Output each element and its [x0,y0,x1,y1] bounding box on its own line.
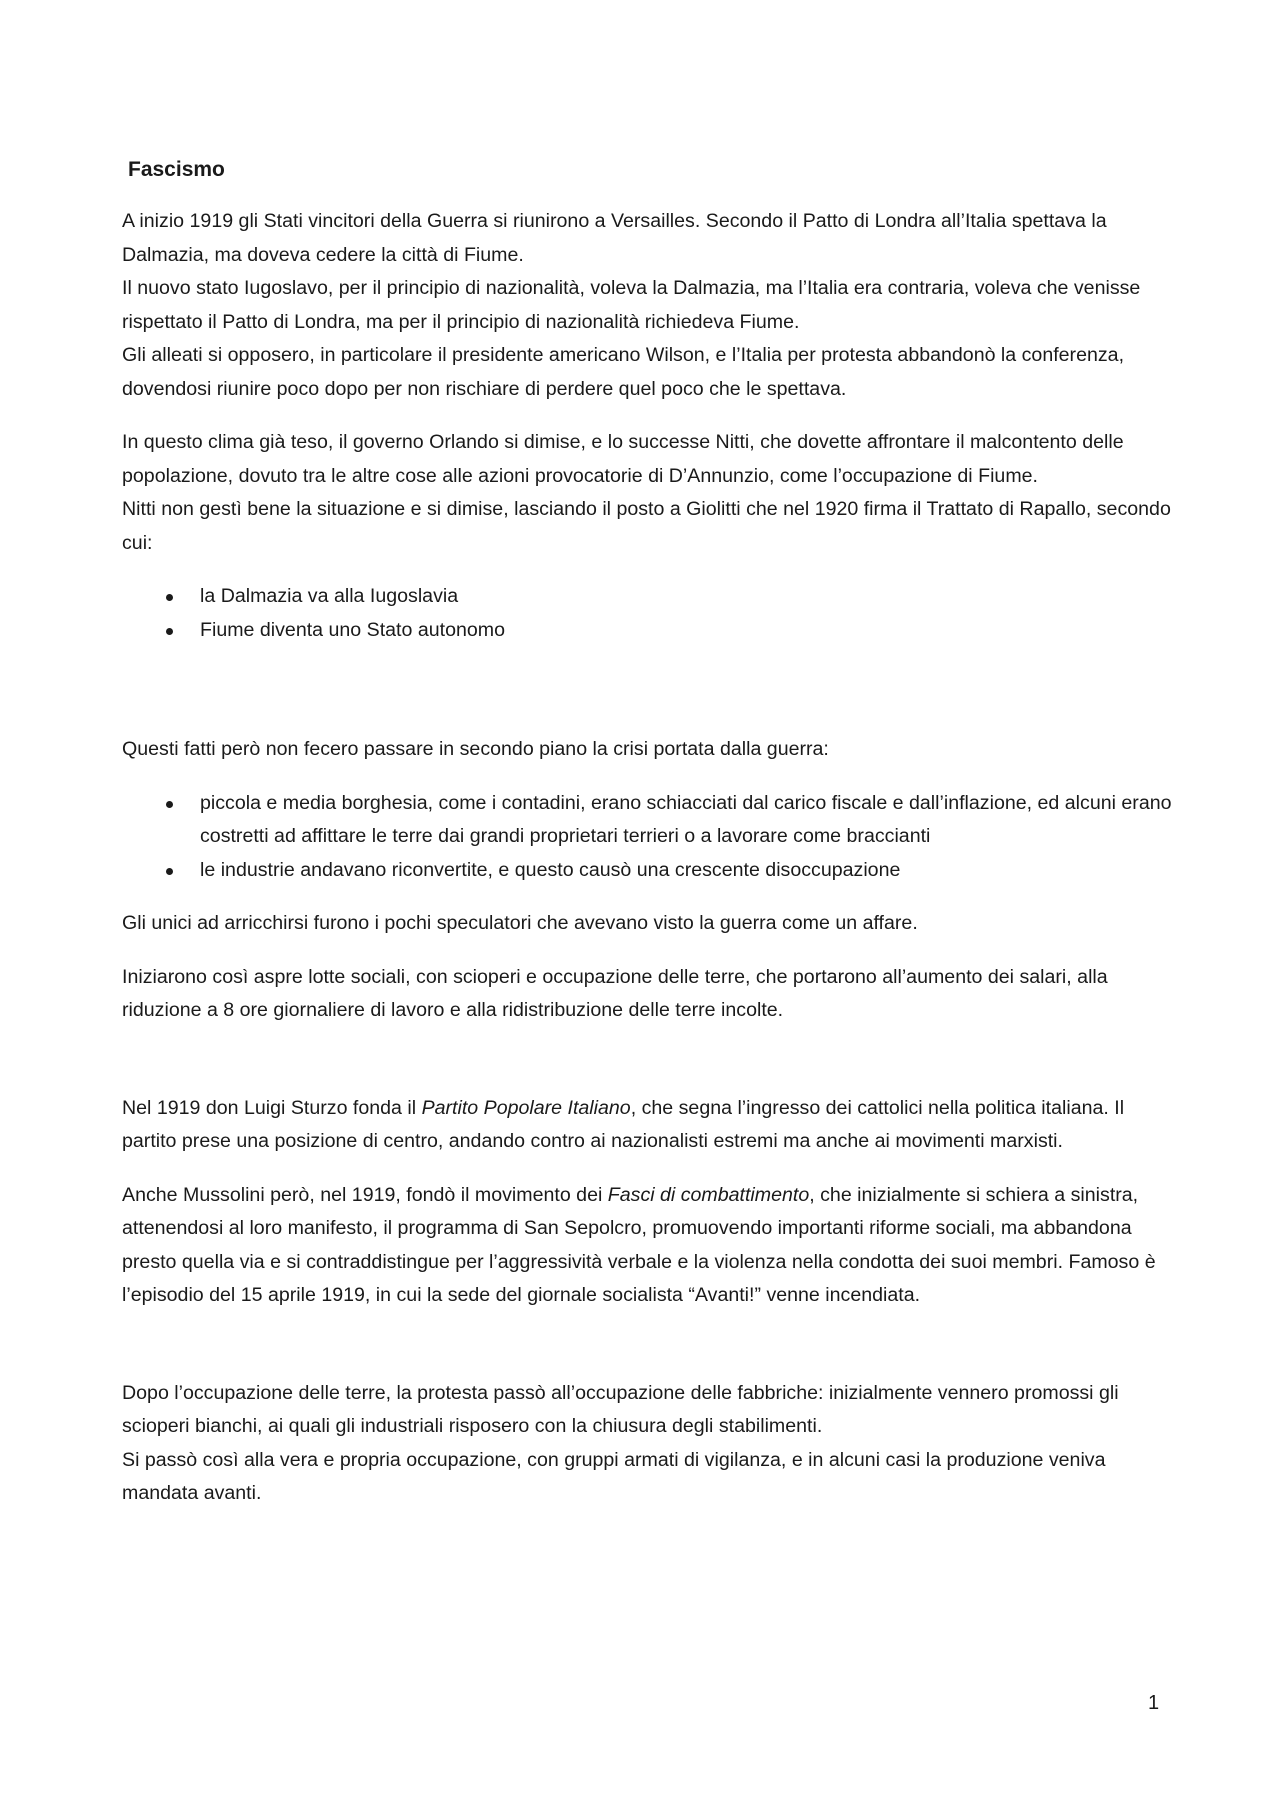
list-rapallo [122,580,1182,647]
list-item [122,580,1182,614]
list-item [122,614,1182,648]
paragraph-fabbriche: Dopo l’occupazione delle terre, la protesta passò all’occupazione delle fabbriche: inizialmente vennero promossi gli scioperi bianchi, ai quali gli industriali risposero con la chiusura degli stabilimenti. [122,1381,1119,1437]
document-title: Fascismo [128,158,225,181]
paragraph-iugoslavia: Il nuovo stato Iugoslavo, per il principio di nazionalità, voleva la Dalmazia, ma l’Italia era contraria, voleva che venisse rispettato il Patto di Londra, ma per il principio di nazionalità richiedeva Fiume. [122,277,1141,333]
movement-name: Fasci di combattimento [607,1183,810,1206]
paragraph-sturzo [122,1092,1182,1159]
list-crisi [122,787,1182,888]
text-run: Nel 1919 don Luigi Sturzo fonda il [122,1096,422,1119]
page-number: 1 [1148,1692,1160,1714]
bullet-icon [166,628,173,635]
paragraph-versailles: A inizio 1919 gli Stati vincitori della Guerra si riunirono a Versailles. Secondo il Patto di Londra all’Italia spettava la Dalmazia, ma doveva cedere la città di Fiume. [122,210,1107,266]
list-item-text: le industrie andavano riconvertite, e questo causò una crescente disoccupazione [200,858,901,881]
document-body [122,155,1182,1511]
paragraph-orlando: In questo clima già teso, il governo Orlando si dimise, e lo successe Nitti, che dovette affrontare il malcontento delle popolazione, dovuto tra le altre cose alle azioni provocatorie di D’Annunzio, come l’occupazione di Fiume. [122,431,1124,487]
paragraph-occupazione: Si passò così alla vera e propria occupazione, con gruppi armati di vigilanza, e in alcuni casi la produzione veniva mandata avanti. [122,1448,1106,1504]
bullet-icon [166,868,173,875]
list-item [122,787,1182,854]
paragraph-speculatori: Gli unici ad arricchirsi furono i pochi speculatori che avevano visto la guerra come un affare. [122,912,918,934]
text-run: , che segna l’ingresso dei cattolici nella politica italiana. Il partito prese una posizione di centro, andando contro ai nazionalisti estremi ma anche ai movimenti marxisti. [122,1096,1125,1152]
paragraph-mussolini [122,1179,1182,1313]
list-item-text: piccola e media borghesia, come i contadini, erano schiacciati dal carico fiscale e dall’inflazione, ed alcuni erano costretti ad affittare le terre dai grandi proprietari terrieri o a lavorare come braccianti [200,791,1172,847]
party-name: Partito Popolare Italiano [421,1096,631,1119]
bullet-icon [166,801,173,808]
paragraph-crisi: Questi fatti però non fecero passare in secondo piano la crisi portata dalla guerra: [122,738,829,760]
text-run: Anche Mussolini però, nel 1919, fondò il movimento dei [122,1183,608,1206]
paragraph-lotte-sociali: Iniziarono così aspre lotte sociali, con scioperi e occupazione delle terre, che portarono all’aumento dei salari, alla riduzione a 8 ore giornaliere di lavoro e alla ridistribuzione delle terre incolte. [122,965,1108,1021]
paragraph-nitti: Nitti non gestì bene la situazione e si dimise, lasciando il posto a Giolitti che nel 1920 firma il Trattato di Rapallo, secondo cui: [122,498,1171,554]
paragraph-alleati: Gli alleati si opposero, in particolare il presidente americano Wilson, e l’Italia per protesta abbandonò la conferenza, dovendosi riunire poco dopo per non rischiare di perdere quel poco che le spettava. [122,344,1125,400]
list-item [122,854,1182,888]
list-item-text: Fiume diventa uno Stato autonomo [200,618,505,641]
text-run: , che inizialmente si schiera a sinistra, attenendosi al loro manifesto, il programma di San Sepolcro, promuovendo importanti riforme sociali, ma abbandona presto quella via e si contraddistingue per l’aggressività verbale e la violenza nella condotta dei suoi membri. Famoso è l’episodio del 15 aprile 1919, in cui la sede del giornale socialista “Avanti!” venne incendiata. [122,1183,1156,1306]
bullet-icon [166,594,173,601]
list-item-text: la Dalmazia va alla Iugoslavia [200,585,459,607]
